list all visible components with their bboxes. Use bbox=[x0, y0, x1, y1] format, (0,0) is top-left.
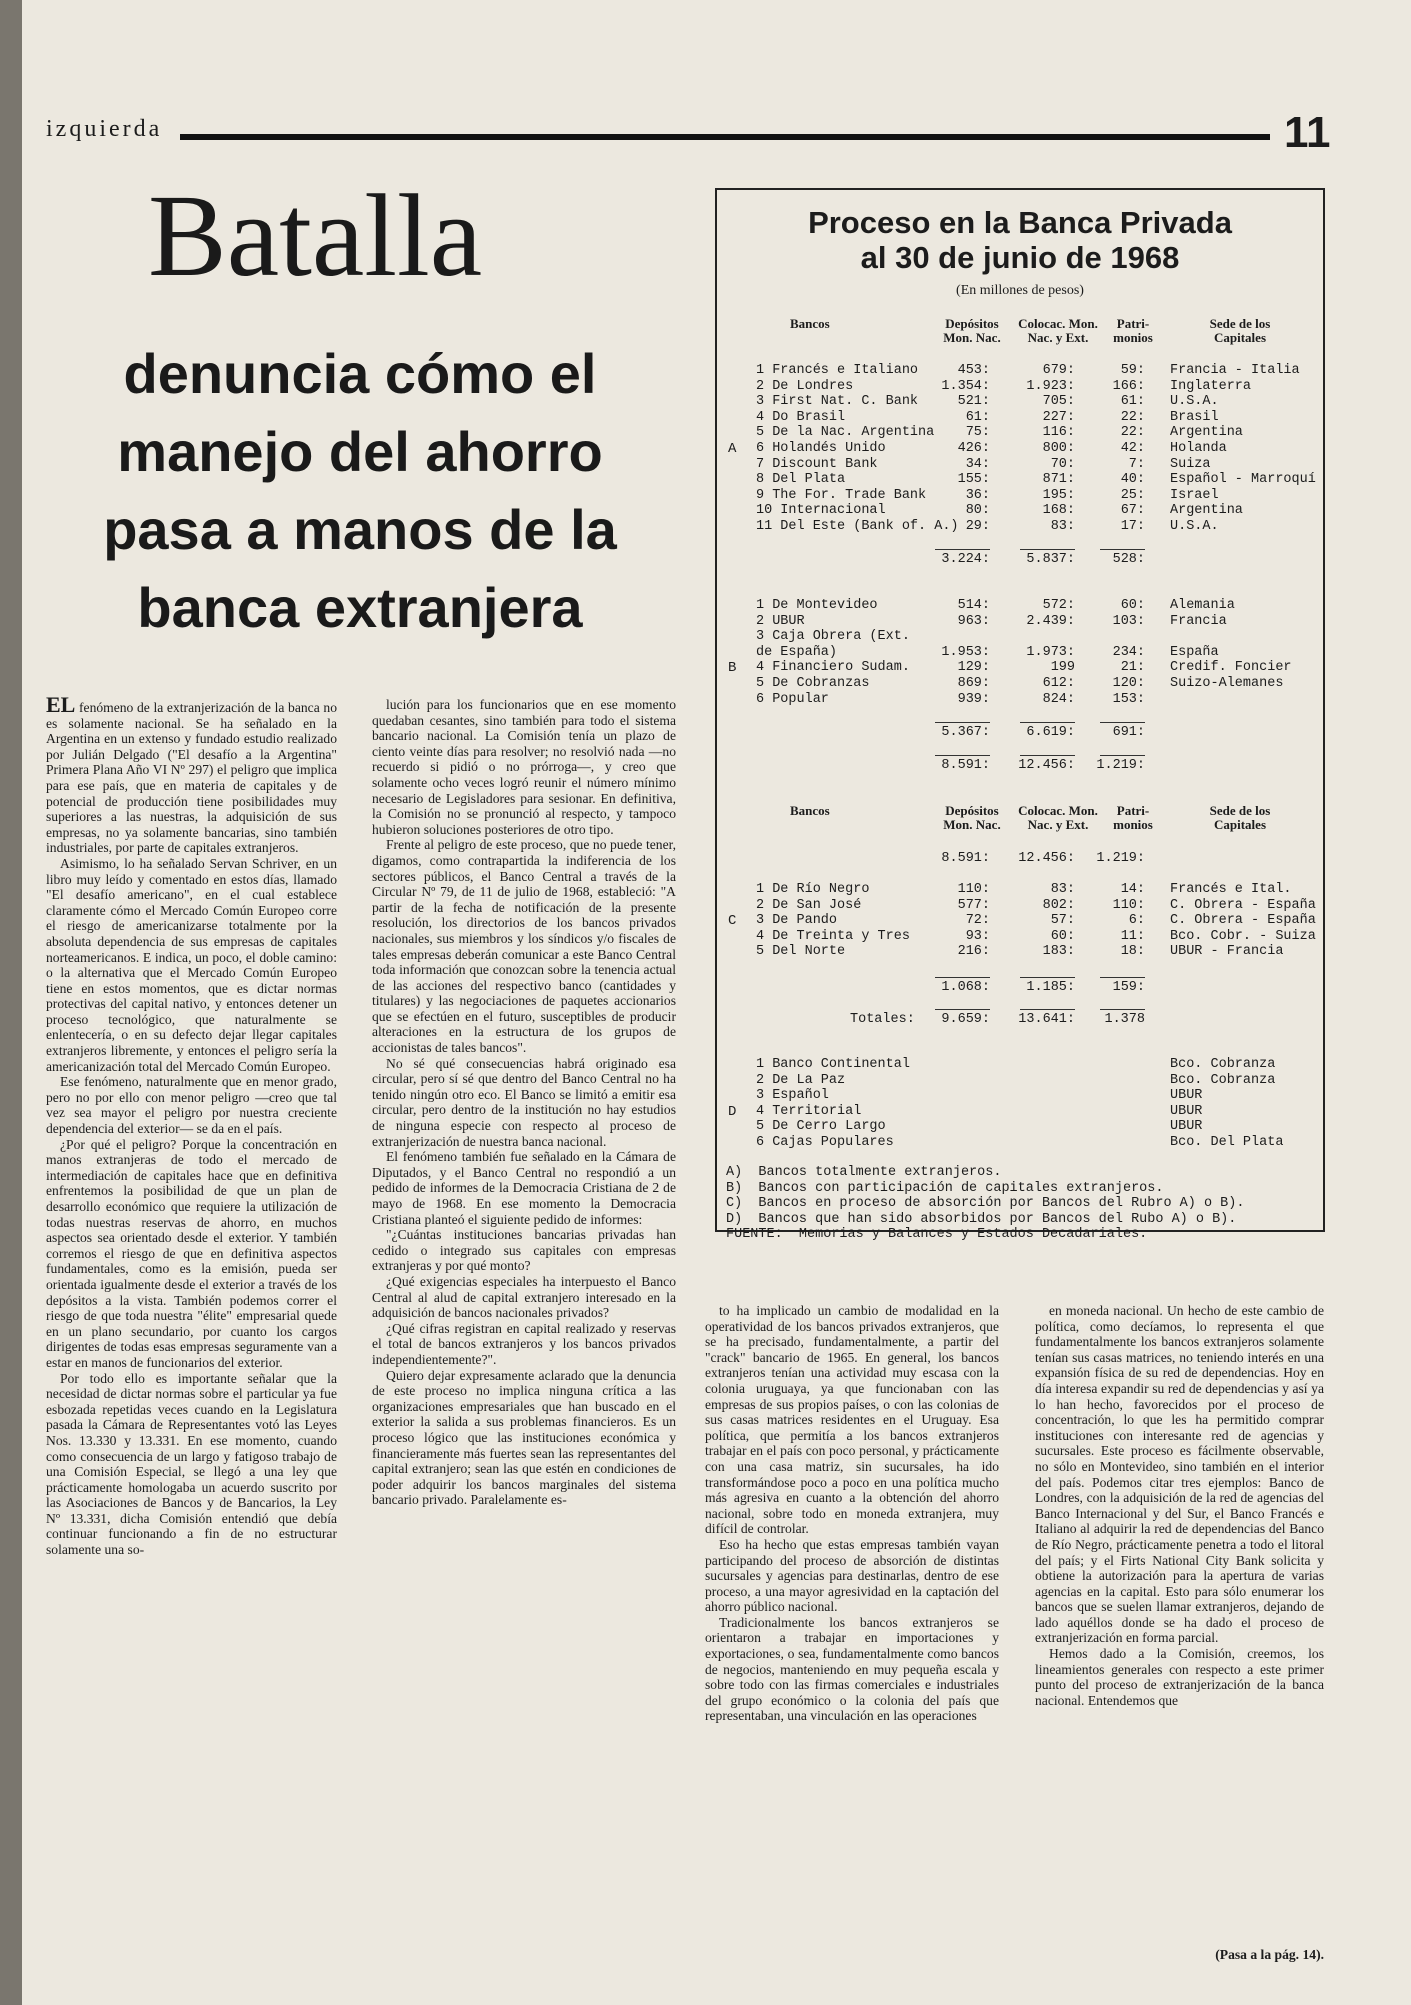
row-bank-name: 4 Do Brasil bbox=[756, 409, 846, 425]
row-colocac: 1.973: bbox=[1026, 644, 1075, 660]
totales-label: Totales: bbox=[850, 1012, 915, 1027]
article-paragraph: Hemos dado a la Comisión, creemos, los lineamientos generales con respecto a este primer punto del proceso de extranjerización de la banca nacional. Entendemos que bbox=[1035, 1646, 1324, 1708]
table-legend-item: A) Bancos totalmente extranjeros. bbox=[726, 1165, 1002, 1180]
table-rule bbox=[1020, 1009, 1075, 1010]
row-depositos: 869: bbox=[957, 676, 990, 691]
row-sede: Bco. Del Plata bbox=[1170, 1135, 1284, 1150]
table-rule bbox=[1100, 1009, 1145, 1010]
group-total: 1.185: bbox=[1026, 980, 1075, 995]
group-total: 528: bbox=[1112, 552, 1145, 567]
row-colocac: 612: bbox=[1042, 676, 1075, 691]
row-sede: U.S.A. bbox=[1170, 394, 1219, 410]
article-paragraph: EL fenómeno de la extranjerización de la banca no es solamente nacional. Se ha señalado en la Argentina en un extenso y fundado estudio realizado por Julián Delgado ("El desafío a la Argentina" Primera Plana Año VI Nº 297) el peligro que implica para ese país, que en materia de capitales y de potencial de producción tiene posibilidades muy superiores a las nuestras, la adquisición de sus empresas, no ya solamente bancarias, sino también industriales, por parte de capitales extranjeros. bbox=[46, 692, 337, 856]
column-header-sede: Sede de los Capitales bbox=[1209, 316, 1271, 345]
column-header-bancos: Bancos bbox=[790, 316, 830, 331]
row-patrimonio: 6: bbox=[1128, 913, 1145, 929]
row-colocac: 1.923: bbox=[1026, 378, 1075, 394]
article-column-1 bbox=[46, 692, 337, 1558]
row-sede: Francia - Italia bbox=[1170, 363, 1300, 378]
row-colocac: 802: bbox=[1042, 897, 1075, 913]
table-rule bbox=[935, 755, 990, 756]
row-colocac: 679: bbox=[1042, 363, 1075, 378]
article-paragraph: Eso ha hecho que estas empresas también vayan participando del proceso de absorción de distintas sucursales y agencias para destinarlas, dentro de ese proceso, a una mayor agresividad en la captación del ahorro público nacional. bbox=[705, 1536, 999, 1615]
article-paragraph: Asimismo, lo ha señalado Servan Schriver, en un libro muy leído y comentado en estos días, llamado "El desafío americano", en el cual establece claramente cómo el Mercado Común Europeo corre el riesgo de americanizarse totalmente por la absoluta dependencia de sus empresas de capitales norteamericanos. E indica, un poco, el doble camino: o la alternativa que el Mercado Común Europeo tiene en estos momentos, que es dictar normas protectivas del capital nativo, y entonces detener un proceso tecnológico, que naturalmente se enlentecería, o en su defecto dejar llegar capitales extranjeros libremente, y entonces el peligro sería la americanización total del Mercado Común Europeo. bbox=[46, 855, 337, 1074]
row-bank-name: 6 Cajas Populares bbox=[756, 1135, 894, 1150]
table-rule bbox=[1100, 549, 1145, 550]
table-legend-item: D) Bancos que han sido absorbidos por Bancos del Rubo A) o B). bbox=[726, 1211, 1237, 1227]
row-depositos: 453: bbox=[957, 363, 990, 378]
headline-title: Batalla bbox=[148, 170, 483, 301]
row-depositos: 29: bbox=[965, 519, 990, 534]
grand-total: 1.378 bbox=[1104, 1012, 1145, 1027]
group-letter: C bbox=[728, 913, 737, 930]
column-header-patrimonios: Patri- monios bbox=[1113, 316, 1153, 345]
row-colocac: 572: bbox=[1042, 598, 1075, 613]
table-title-line: Proceso en la Banca Privada bbox=[808, 205, 1232, 240]
row-bank-name: 2 De Londres bbox=[756, 378, 854, 394]
row-sede: Credif. Foncier bbox=[1170, 660, 1292, 676]
article-paragraph: ¿Por qué el peligro? Porque la concentración en manos extranjeras de todo el mercado de intermediación de capitales hace que en definitiva enfrentemos la posibilidad de que un plan de desarrollo económico que requiere la utilización de todas nuestras reservas de ahorro, en muchos aspectos sea orientado desde el exterior. Y también corremos el riesgo de que en definitiva aspectos fundamentales, como es la emisión, pueda ser orientada igualmente desde el exterior a través de los depósitos a la vista. También podemos correr el riesgo de que toda nuestra "élite" empresarial quede en un plano secundario, por cuanto los cargos dirigentes de todas esas empresas seguramente van a estar en manos de funcionarios del exterior. bbox=[46, 1136, 337, 1370]
row-colocac: 800: bbox=[1042, 441, 1075, 456]
row-depositos: 75: bbox=[965, 425, 990, 441]
carry-value: 12.456: bbox=[1018, 851, 1075, 866]
group-letter: D bbox=[728, 1103, 737, 1120]
row-colocac: 199 bbox=[1050, 660, 1075, 676]
article-paragraph: El fenómeno también fue señalado en la Cámara de Diputados, y el Banco Central no respondió a un pedido de informes de la Democracia Cristiana de 2 de mayo de 1968. En ese momento la Democracia Cristiana planteó el siguiente pedido de informes: bbox=[372, 1149, 676, 1227]
row-bank-name: 8 Del Plata bbox=[756, 472, 846, 488]
group-total: 3.224: bbox=[941, 552, 990, 567]
column-header-colocac: Colocac. Mon. Nac. y Ext. bbox=[1018, 803, 1098, 832]
row-sede: Suiza bbox=[1170, 456, 1211, 472]
row-bank-name: 1 Banco Continental bbox=[756, 1057, 910, 1072]
row-colocac: 195: bbox=[1042, 487, 1075, 503]
column-header-depositos: Depósitos Mon. Nac. bbox=[943, 316, 1001, 345]
row-bank-name: 4 De Treinta y Tres bbox=[756, 928, 910, 944]
table-source: FUENTE: Memorias y Balances y Estados Decadariales. bbox=[726, 1227, 1148, 1243]
group-total: 5.837: bbox=[1026, 552, 1075, 567]
row-sede: Bco. Cobranza bbox=[1170, 1057, 1276, 1072]
group-total: 6.619: bbox=[1026, 725, 1075, 740]
row-bank-name: 5 De Cerro Largo bbox=[756, 1119, 886, 1135]
article-paragraph: Quiero dejar expresamente aclarado que la denuncia de este proceso no implica ninguna crítica a las organizaciones empresariales que han buscado en el exterior la salida a sus problemas financieros. Es un proceso lógico que las instituciones económica y financieramente más fuertes sean las representantes del capital extranjero; sean las que estén en condiciones de poder adquirir los bancos marginales del sistema bancario privado. Paralelamente es- bbox=[372, 1367, 676, 1508]
table-legend-item: C) Bancos en proceso de absorción por Bancos del Rubro A) o B). bbox=[726, 1196, 1245, 1212]
row-sede: Israel bbox=[1170, 487, 1219, 503]
row-depositos: 36: bbox=[965, 487, 990, 503]
section-label: izquierda bbox=[46, 116, 163, 142]
row-depositos: 1.354: bbox=[941, 378, 990, 394]
row-bank-name: 9 The For. Trade Bank bbox=[756, 487, 927, 503]
row-sede: UBUR bbox=[1170, 1103, 1203, 1119]
row-colocac: 227: bbox=[1042, 409, 1075, 425]
row-depositos: 80: bbox=[965, 503, 990, 519]
row-bank-name: 4 Financiero Sudam. bbox=[756, 660, 910, 676]
row-colocac: 183: bbox=[1042, 944, 1075, 960]
row-patrimonio: 22: bbox=[1120, 425, 1145, 441]
row-depositos: 426: bbox=[957, 441, 990, 456]
table-units: (En millones de pesos) bbox=[956, 283, 1084, 298]
article-paragraph: No sé qué consecuencias habrá originado esa circular, pero sí sé que dentro del Banco Central no ha tenido ningún otro eco. El Banco se limitó a emitir esa circular, pero dentro de la institución no hay estudios de ninguna especie con respecto al proceso de extranjerización de nuestra banca nacional. bbox=[372, 1055, 676, 1149]
row-bank-name: 1 De Montevideo bbox=[756, 598, 878, 613]
subtitle-line: banca extranjera bbox=[137, 576, 583, 639]
row-patrimonio: 59: bbox=[1120, 363, 1145, 378]
table-legend-item: B) Bancos con participación de capitales extranjeros. bbox=[726, 1180, 1164, 1196]
carry-value: 8.591: bbox=[941, 851, 990, 866]
table-title bbox=[715, 205, 1325, 275]
continued-note: (Pasa a la pág. 14). bbox=[1215, 1947, 1324, 1962]
table-rule bbox=[1020, 722, 1075, 723]
article-paragraph: ¿Qué cifras registran en capital realizado y reservas el total de bancos extranjeros y los bancos privados independientemente?". bbox=[372, 1320, 676, 1367]
row-colocac: 83: bbox=[1050, 519, 1075, 534]
row-bank-name: 2 De San José bbox=[756, 897, 862, 913]
row-colocac: 60: bbox=[1050, 928, 1075, 944]
table-rule bbox=[1020, 977, 1075, 978]
article-paragraph: lución para los funcionarios que en ese momento quedaban cesantes, sino también para todo el sistema bancario nacional. La Comisión tenía un plazo de ciento veinte días para resolver; no resolvió nada —no recuerdo si pidió o no prórroga—, y creo que solamente ocho veces logró reunir el número mínimo necesario de Legisladores para sesionar. En definitiva, la Comisión no se pronunció al respecto, y tampoco hubieron soluciones posteriores de otro tipo. bbox=[372, 697, 676, 837]
table-rule bbox=[935, 977, 990, 978]
row-patrimonio: 67: bbox=[1120, 503, 1145, 519]
group-total: 5.367: bbox=[941, 725, 990, 740]
row-sede: UBUR bbox=[1170, 1088, 1203, 1104]
row-depositos: 1.953: bbox=[941, 644, 990, 660]
row-patrimonio: 7: bbox=[1128, 456, 1145, 472]
group-letter: B bbox=[728, 660, 737, 677]
row-sede: Holanda bbox=[1170, 441, 1227, 456]
row-sede: UBUR - Francia bbox=[1170, 944, 1284, 960]
row-sede: Francia bbox=[1170, 613, 1227, 629]
row-sede: España bbox=[1170, 644, 1219, 660]
row-colocac: 168: bbox=[1042, 503, 1075, 519]
row-colocac: 2.439: bbox=[1026, 613, 1075, 629]
row-bank-name: 10 Internacional bbox=[756, 503, 886, 519]
group-total: 691: bbox=[1112, 725, 1145, 740]
row-depositos: 129: bbox=[957, 660, 990, 676]
column-header-bancos: Bancos bbox=[790, 803, 830, 818]
row-bank-name: 1 De Río Negro bbox=[756, 882, 870, 897]
row-depositos: 110: bbox=[957, 882, 990, 897]
row-bank-name: 4 Territorial bbox=[756, 1103, 862, 1119]
row-patrimonio: 110: bbox=[1112, 897, 1145, 913]
row-sede: Alemania bbox=[1170, 598, 1235, 613]
row-bank-name: de España) bbox=[756, 644, 838, 660]
drop-cap: EL bbox=[46, 692, 76, 717]
row-patrimonio: 234: bbox=[1112, 644, 1145, 660]
row-depositos: 34: bbox=[965, 456, 990, 472]
headline-subtitle bbox=[40, 335, 680, 647]
table-rule bbox=[935, 1009, 990, 1010]
column-header-sede: Sede de los Capitales bbox=[1209, 803, 1271, 832]
carry-value: 1.219: bbox=[1096, 851, 1145, 866]
row-patrimonio: 42: bbox=[1120, 441, 1145, 456]
row-sede: Español - Marroquí bbox=[1170, 472, 1316, 488]
cumulative-total: 8.591: bbox=[941, 758, 990, 773]
row-depositos: 93: bbox=[965, 928, 990, 944]
row-depositos: 61: bbox=[965, 409, 990, 425]
row-patrimonio: 22: bbox=[1120, 409, 1145, 425]
row-patrimonio: 103: bbox=[1112, 613, 1145, 629]
article-paragraph: to ha implicado un cambio de modalidad en la operatividad de los bancos privados extranjeros, que se ha precisado, fundamentalmente, a partir del "crack" bancario de 1965. En general, los bancos extranjeros tenían una actividad muy escasa con la colonia uruguaya, ya que funcionaban con las empresas de sus propios países, o con las colonias de sus casas matrices residentes en el Uruguay. Esa política, que permitía a los bancos extranjeros trabajar en el país con poco personal, y prácticamente con una casa matriz, sin sucursales, ha ido transformándose poco a poco en una política mucho más agresiva en cuanto a la obtención del ahorro nacional, sobre todo en moneda extranjera, muy difícil de controlar. bbox=[705, 1303, 999, 1537]
row-bank-name: 5 De Cobranzas bbox=[756, 676, 870, 691]
row-patrimonio: 11: bbox=[1120, 928, 1145, 944]
row-sede: C. Obrera - España bbox=[1170, 897, 1316, 913]
article-paragraph: ¿Qué exigencias especiales ha interpuesto el Banco Central al alud de capital extranjero interesado en la adquisición de bancos nacionales privados? bbox=[372, 1273, 676, 1321]
table-rule bbox=[1100, 755, 1145, 756]
row-depositos: 521: bbox=[957, 394, 990, 410]
row-patrimonio: 18: bbox=[1120, 944, 1145, 960]
row-bank-name: 6 Holandés Unido bbox=[756, 441, 886, 456]
row-bank-name: 5 De la Nac. Argentina bbox=[756, 425, 935, 441]
grand-total: 9.659: bbox=[941, 1012, 990, 1027]
subtitle-line: pasa a manos de la bbox=[103, 498, 617, 561]
article-paragraph: Tradicionalmente los bancos extranjeros se orientaron a trabajar en importaciones y exportaciones, o sea, fundamentalmente como bancos de negocios, manteniendo en muy pequeña escala y sobre todo con las firmas comerciales e industriales del grupo económico o la colonia del país que representaban, una vinculación en las operaciones bbox=[705, 1614, 999, 1724]
article-paragraph: "¿Cuántas instituciones bancarias privadas han cedido o integrado sus capitales con empresas extranjeras y por qué monto? bbox=[372, 1227, 676, 1274]
row-bank-name: 1 Francés e Italiano bbox=[756, 363, 919, 378]
article-paragraph: Por todo ello es importante señalar que la necesidad de dictar normas sobre el particular ya fue esbozada repetidas veces cuando en la Legislatura pasada la Cámara de Representantes votó las Leyes Nos. 13.330 y 13.331. En ese momento, cuando como consecuencia de un largo y fatigoso trabajo de una Comisión Especial, se llegó a una ley que prácticamente homologaba un acuerdo suscrito por las Asociaciones de Bancos y de Bancarios, la Ley Nº 13.331, dicha Comisión entendió que debía continuar funcionando a fin de no estructurar solamente una so- bbox=[46, 1370, 337, 1558]
group-letter: A bbox=[728, 441, 737, 457]
row-sede: Francés e Ital. bbox=[1170, 882, 1292, 897]
row-patrimonio: 153: bbox=[1112, 691, 1145, 707]
article-paragraph: Frente al peligro de este proceso, que no puede tener, digamos, como contrapartida la indiferencia de los sectores públicos, el Banco Central a través de la Circular Nº 79, de 11 de julio de 1968, estableció: "A partir de la fecha de notificación de la presente resolución, los directorios de los bancos privados nacionales, sus miembros y los síndicos y/o fiscales de tales empresas deberán comunicar a este Banco Central toda información que conozcan sobre la tenencia actual de las acciones del respectivo banco (cantidades y titulares) y las negociaciones de paquetes accionarios que se efectúen en el futuro, susceptibles de producir alteraciones en la estructura de los grupos de accionistas de tales bancos". bbox=[372, 837, 676, 1056]
row-sede: Bco. Cobr. - Suiza bbox=[1170, 928, 1316, 944]
row-sede: C. Obrera - España bbox=[1170, 913, 1316, 929]
grand-total: 13.641: bbox=[1018, 1012, 1075, 1027]
row-patrimonio: 14: bbox=[1120, 882, 1145, 897]
article-column-2 bbox=[372, 697, 676, 1508]
row-depositos: 577: bbox=[957, 897, 990, 913]
row-bank-name: 2 De La Paz bbox=[756, 1072, 846, 1088]
row-depositos: 155: bbox=[957, 472, 990, 488]
row-sede: Brasil bbox=[1170, 409, 1219, 425]
row-patrimonio: 40: bbox=[1120, 472, 1145, 488]
row-depositos: 514: bbox=[957, 598, 990, 613]
table-title-line: al 30 de junio de 1968 bbox=[860, 240, 1180, 275]
row-colocac: 57: bbox=[1050, 913, 1075, 929]
article-column-4 bbox=[1035, 1303, 1324, 1708]
row-colocac: 70: bbox=[1050, 456, 1075, 472]
article-column-3 bbox=[705, 1303, 999, 1724]
row-sede: Argentina bbox=[1170, 425, 1243, 441]
table-rule bbox=[935, 549, 990, 550]
table-rule bbox=[935, 722, 990, 723]
row-depositos: 939: bbox=[957, 691, 990, 707]
row-colocac: 705: bbox=[1042, 394, 1075, 410]
row-sede: Suizo-Alemanes bbox=[1170, 676, 1284, 691]
row-patrimonio: 21: bbox=[1120, 660, 1145, 676]
row-bank-name: 3 Español bbox=[756, 1088, 829, 1104]
cumulative-total: 12.456: bbox=[1018, 758, 1075, 773]
row-patrimonio: 17: bbox=[1120, 519, 1145, 534]
row-patrimonio: 60: bbox=[1120, 598, 1145, 613]
row-depositos: 72: bbox=[965, 913, 990, 929]
row-depositos: 216: bbox=[957, 944, 990, 960]
row-patrimonio: 25: bbox=[1120, 487, 1145, 503]
row-colocac: 824: bbox=[1042, 691, 1075, 707]
row-bank-name: 6 Popular bbox=[756, 691, 829, 707]
table-rule bbox=[1100, 977, 1145, 978]
row-sede: Argentina bbox=[1170, 503, 1243, 519]
row-sede: UBUR bbox=[1170, 1119, 1203, 1135]
row-bank-name: 3 First Nat. C. Bank bbox=[756, 394, 919, 410]
row-bank-name: 3 Caja Obrera (Ext. bbox=[756, 629, 910, 645]
row-sede: U.S.A. bbox=[1170, 519, 1219, 534]
table-rule bbox=[1100, 722, 1145, 723]
row-bank-name: 7 Discount Bank bbox=[756, 456, 878, 472]
row-bank-name: 2 UBUR bbox=[756, 613, 805, 629]
row-patrimonio: 120: bbox=[1112, 676, 1145, 691]
table-rule bbox=[1020, 755, 1075, 756]
row-bank-name: 11 Del Este (Bank of. A.) bbox=[756, 519, 959, 534]
table-rule bbox=[1020, 549, 1075, 550]
column-header-depositos: Depósitos Mon. Nac. bbox=[943, 803, 1001, 832]
row-sede: Inglaterra bbox=[1170, 378, 1252, 394]
row-bank-name: 3 De Pando bbox=[756, 913, 838, 929]
row-colocac: 871: bbox=[1042, 472, 1075, 488]
row-patrimonio: 61: bbox=[1120, 394, 1145, 410]
page-edge bbox=[0, 0, 22, 2005]
row-depositos: 963: bbox=[957, 613, 990, 629]
subtitle-line: denuncia cómo el bbox=[123, 342, 597, 405]
row-patrimonio: 166: bbox=[1112, 378, 1145, 394]
column-header-patrimonios: Patri- monios bbox=[1113, 803, 1153, 832]
subtitle-line: manejo del ahorro bbox=[117, 420, 603, 483]
column-header-colocac: Colocac. Mon. Nac. y Ext. bbox=[1018, 316, 1098, 345]
group-total: 159: bbox=[1112, 980, 1145, 995]
row-sede: Bco. Cobranza bbox=[1170, 1072, 1276, 1088]
group-total: 1.068: bbox=[941, 980, 990, 995]
row-bank-name: 5 Del Norte bbox=[756, 944, 846, 960]
row-colocac: 116: bbox=[1042, 425, 1075, 441]
article-paragraph: Ese fenómeno, naturalmente que en menor grado, pero no por ello con menor peligro —creo que tal vez sea mayor el peligro por nuestra creciente dependencia del exterior— se da en el país. bbox=[46, 1074, 337, 1137]
header-rule bbox=[180, 134, 1270, 140]
row-colocac: 83: bbox=[1050, 882, 1075, 897]
page-number: 11 bbox=[1284, 108, 1331, 157]
article-paragraph: en moneda nacional. Un hecho de este cambio de política, como decíamos, lo representa el que fundamentalmente los bancos extranjeros solamente tenían sus casas matrices, no teniendo interés en una expansión física de su red de dependencias. Hoy en día interesa expandir su red de dependencias y así ya lo han hecho, favorecidos por el proceso de concentración, lo que les ha permitido comprar instituciones con interesante red de agencias y sucursales. Este proceso es fácilmente observable, no sólo en Montevideo, sino también en el interior del país. Podemos citar tres ejemplos: Banco de Londres, con la adquisición de la red de agencias del Banco Internacional y del Sur, el Banco Francés e Italiano al adquirir la red de dependencias del Banco de Río Negro, prácticamente penetra a todo el litoral del país; y el Firts National City Bank solicita y obtiene la autorización para la apertura de varias agencias en la capital. Esto para sólo enumerar los bancos que se suelen llamar extranjeros, dejando de lado aquéllos donde se ha dado el proceso de extranjerización en forma parcial. bbox=[1035, 1303, 1324, 1646]
cumulative-total: 1.219: bbox=[1096, 758, 1145, 773]
